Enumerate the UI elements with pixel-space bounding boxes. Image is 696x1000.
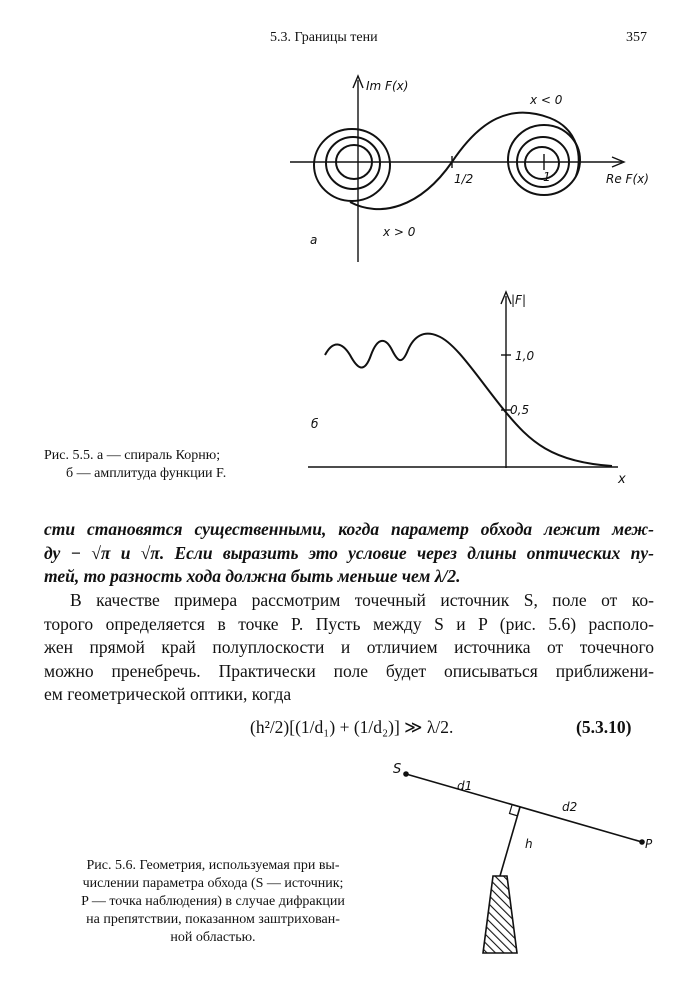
tick-one-label: 1 [543,170,551,184]
obstacle [483,876,517,953]
caption-line: числении параметра обхода (S — источник; [82,876,344,891]
tick-10-label: 1,0 [515,349,535,363]
amplitude-figure [308,292,626,487]
re-axis-label: Re F(x) [606,172,649,186]
text-line: В качестве примера рассмотрим точечный источник S, поле от ко- [70,590,654,610]
caption-line: на препятствии, показанном заштрихован- [86,912,340,927]
panel-a-label: а [310,233,318,247]
abs-axis-label: |F| [511,293,526,307]
branch-negative [452,113,579,176]
cornu-spiral-figure [290,76,649,262]
section-title: 5.3. Границы тени [270,30,378,45]
geometry-figure [393,762,653,953]
panel-b-label: б [311,417,319,431]
caption-line: ной областью. [170,930,256,945]
text-line: можно пренебречь. Практически поле будет описываться приближени- [44,660,654,681]
branch-neg-label: x < 0 [530,93,563,107]
page-number: 357 [626,30,647,45]
label-P: P [645,837,653,851]
right-coil-inner [525,147,559,179]
caption-line: б — амплитуда функции F. [66,466,227,481]
text-line: сти становятся существенными, когда параметр обхода лежит меж- [44,519,654,539]
line-source-to-point [406,774,642,842]
label-S: S [393,762,402,777]
label-d1: d1 [457,779,473,793]
height-line [500,807,520,876]
figure-5-5-caption [44,447,294,483]
x-axis-label: x [618,472,626,487]
label-h: h [525,837,533,851]
caption-line: Рис. 5.5. а — спираль Корню; [44,448,221,463]
label-d2: d2 [562,800,578,814]
figure-5-6-caption [58,857,368,947]
text-line: жен прямой край полуплоскости и отличием источника от точечного [44,637,654,657]
tick-half-label: 1/2 [454,172,474,186]
source-dot [403,771,409,777]
text-line: тей, то разность хода должна быть меньше чем λ/2. [44,566,461,586]
branch-pos-label: x > 0 [383,225,416,239]
italic-paragraph [44,518,654,589]
tick-05-label: 0,5 [510,403,530,417]
main-paragraph [44,589,654,707]
amplitude-curve [325,334,612,466]
formula: (h²/2)[(1/d₁) + (1/d₂)] ≫ λ/2. [250,717,454,737]
text-line: ем геометрической оптики, когда [44,684,292,704]
text-line: торого определяется в точке P. Пусть между S и P (рис. 5.6) располо- [44,613,654,634]
text-line: ду − √π и √π. Если выразить это условие через длины оптических пу- [44,542,654,563]
equation-number: (5.3.10) [576,717,632,737]
caption-line: Рис. 5.6. Геометрия, используемая при вы- [86,858,340,873]
caption-line: P — точка наблюдения) в случае дифракции [81,894,345,909]
observation-dot [639,839,645,845]
im-axis-label: Im F(x) [366,79,409,93]
